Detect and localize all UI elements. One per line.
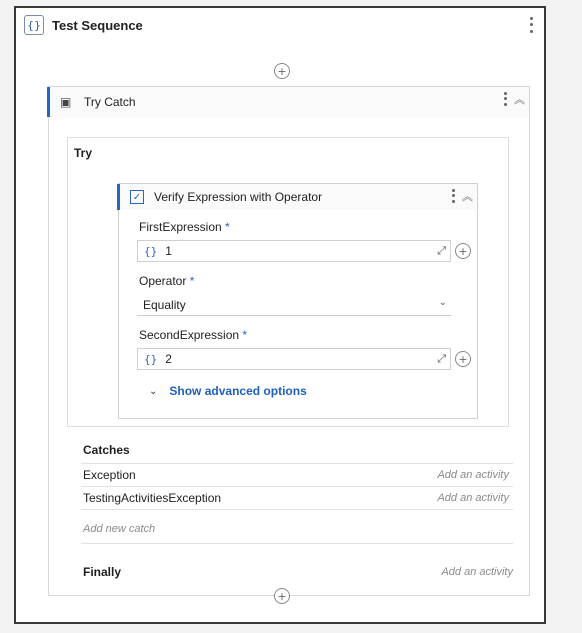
show-advanced-options-link[interactable]	[149, 384, 307, 398]
add-activity-link[interactable]: Add an activity	[437, 492, 509, 504]
test-sequence-container	[14, 6, 546, 624]
first-expression-label: FirstExpression *	[139, 220, 230, 234]
expand-editor-icon[interactable]: ⤢	[437, 244, 446, 257]
try-catch-more-icon[interactable]	[500, 91, 510, 107]
add-activity-bottom-icon[interactable]: +	[274, 588, 290, 604]
catches-label: Catches	[83, 443, 130, 457]
try-catch-activity	[48, 86, 530, 596]
expand-editor-icon[interactable]: ⤢	[437, 352, 446, 365]
chevron-down-icon: ⌄	[438, 297, 447, 308]
first-expression-value: 1	[165, 244, 172, 258]
operator-select[interactable]	[137, 294, 451, 316]
verify-expression-activity	[118, 183, 478, 419]
second-expression-value: 2	[165, 352, 172, 366]
add-variable-icon[interactable]: +	[455, 243, 471, 259]
add-new-catch-link[interactable]: Add new catch	[83, 523, 156, 535]
trycatch-icon: ▣	[60, 95, 72, 109]
operator-label: Operator *	[139, 274, 195, 288]
try-catch-header[interactable]	[47, 87, 529, 117]
add-activity-link[interactable]: Add an activity	[437, 469, 509, 481]
sequence-title: Test Sequence	[52, 17, 143, 33]
verify-check-icon: ✓	[130, 190, 144, 204]
verify-title: Verify Expression with Operator	[154, 190, 323, 204]
verify-more-icon[interactable]	[448, 188, 458, 204]
sequence-more-icon[interactable]	[526, 15, 536, 35]
expression-braces-icon: {}	[144, 244, 158, 258]
second-expression-field[interactable]	[137, 348, 451, 370]
catch-name: Exception	[83, 468, 136, 482]
add-activity-top-icon[interactable]: +	[274, 63, 290, 79]
catch-row[interactable]	[81, 464, 513, 487]
advanced-options-label: Show advanced options	[169, 384, 307, 398]
verify-collapse-icon[interactable]: ︽	[462, 190, 473, 203]
finally-add-activity-link[interactable]: Add an activity	[441, 566, 513, 578]
operator-value: Equality	[143, 297, 186, 312]
collapse-icon[interactable]: ︽	[514, 93, 525, 106]
try-catch-title: Try Catch	[84, 95, 136, 109]
divider	[81, 543, 513, 544]
verify-header[interactable]	[117, 184, 477, 210]
second-expression-label: SecondExpression *	[139, 328, 248, 342]
sequence-icon: {}	[24, 15, 44, 35]
try-label: Try	[74, 146, 93, 160]
try-section	[67, 137, 509, 427]
catch-row[interactable]	[81, 487, 513, 510]
chevron-down-icon: ⌄	[149, 385, 158, 397]
sequence-header[interactable]	[16, 8, 544, 42]
expression-braces-icon: {}	[144, 352, 158, 366]
add-variable-icon[interactable]: +	[455, 351, 471, 367]
finally-label: Finally	[83, 565, 122, 579]
first-expression-field[interactable]	[137, 240, 451, 262]
catch-name: TestingActivitiesException	[83, 491, 222, 505]
